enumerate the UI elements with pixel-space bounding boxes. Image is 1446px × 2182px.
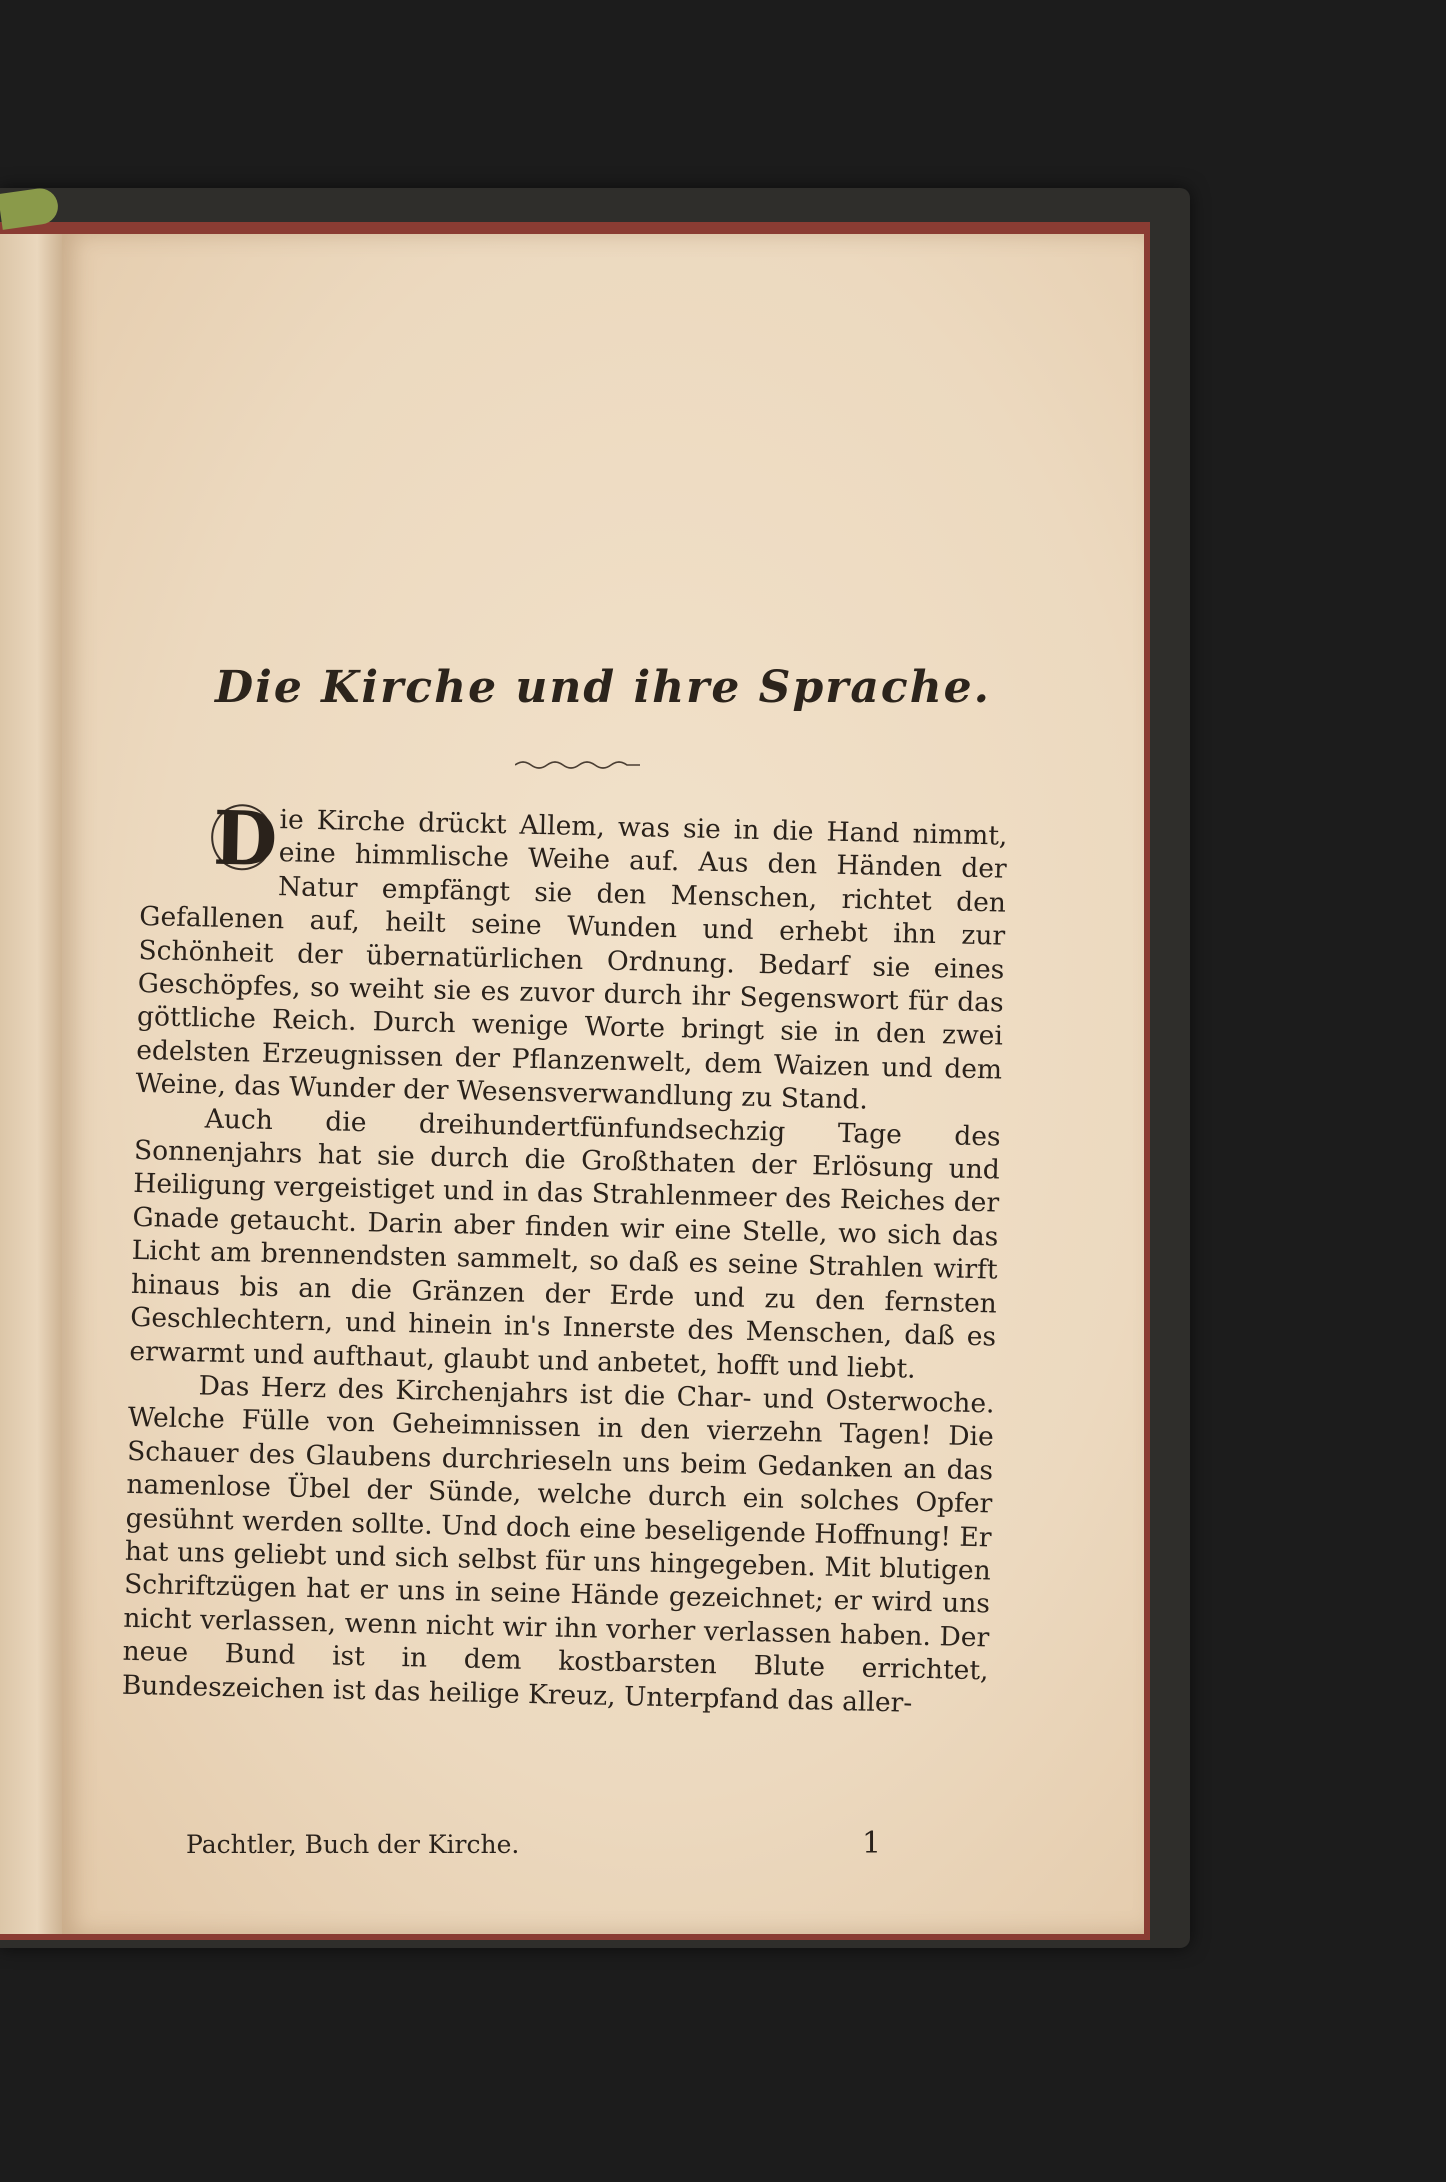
paragraph [135,795,1008,1120]
body-text [121,795,1008,1721]
paragraph: Das Herz des Kirchenjahrs ist die Char- und Osterwoche. Welche Fülle von Geheimnissen in den vierzehn Tagen! Die Schauer des Glaubens durchrieseln uns beim Gedanken an das namenlose Übel der Sünde, welche durch ein solches Opfer gesühnt werden sollte. Und doch eine beseligende Hoffnung! Er hat uns geliebt und sich selbst für uns hingegeben. Mit blutigen Schriftzügen hat er uns in seine Hände gezeichnet; er wird uns nicht verlassen, wenn nicht wir ihn vorher verlassen haben. Der neue Bund ist in dem kostbarsten Blute errichtet, Bundeszeichen ist das heilige Kreuz, Unterpfand das aller- [121,1370,995,1719]
signature-line: Pachtler, Buch der Kirche. [186,1830,520,1859]
left-page-sliver [0,234,62,1934]
page-number: 1 [862,1826,882,1861]
paragraph-text: ie Kirche drückt Allem, was sie in die Hand nimmt, eine himmlische Weihe auf. Aus den Händen der Natur empfängt sie den Menschen, richtet den Gefallenen auf, heilt seine Wunden und erhebt ihn zur Schönheit der übernatürlichen Ordnung. Bedarf sie eines Geschöpfes, so weiht sie es zuvor durch ihr Segenswort für das göttliche Reich. Durch wenige Worte bringt sie in den zwei edelsten Erzeugnissen der Pflanzenwelt, dem Waizen und dem Weine, das Wunder der Wesensverwandlung zu Stand. [135,804,1008,1116]
chapter-title: Die Kirche und ihre Sprache. [214,662,991,713]
drop-cap: D [212,795,279,884]
paragraph: Auch die dreihundertfünfundsechzig Tage des Sonnenjahrs hat sie durch die Großthaten der Erlösung und Heiligung vergeistiget und in das Strahlenmeer des Reiches der Gnade getaucht. Darin aber finden wir eine Stelle, wo sich das Licht am brennendsten sammelt, so daß es seine Strahlen wirft hinaus bis an die Gränzen der Erde und zu den fernsten Geschlechtern, und hinein in's Innerste des Menschen, daß es erwarmt und aufthaut, glaubt und anbetet, hofft und liebt. [129,1103,1001,1385]
title-ornament [515,758,640,772]
